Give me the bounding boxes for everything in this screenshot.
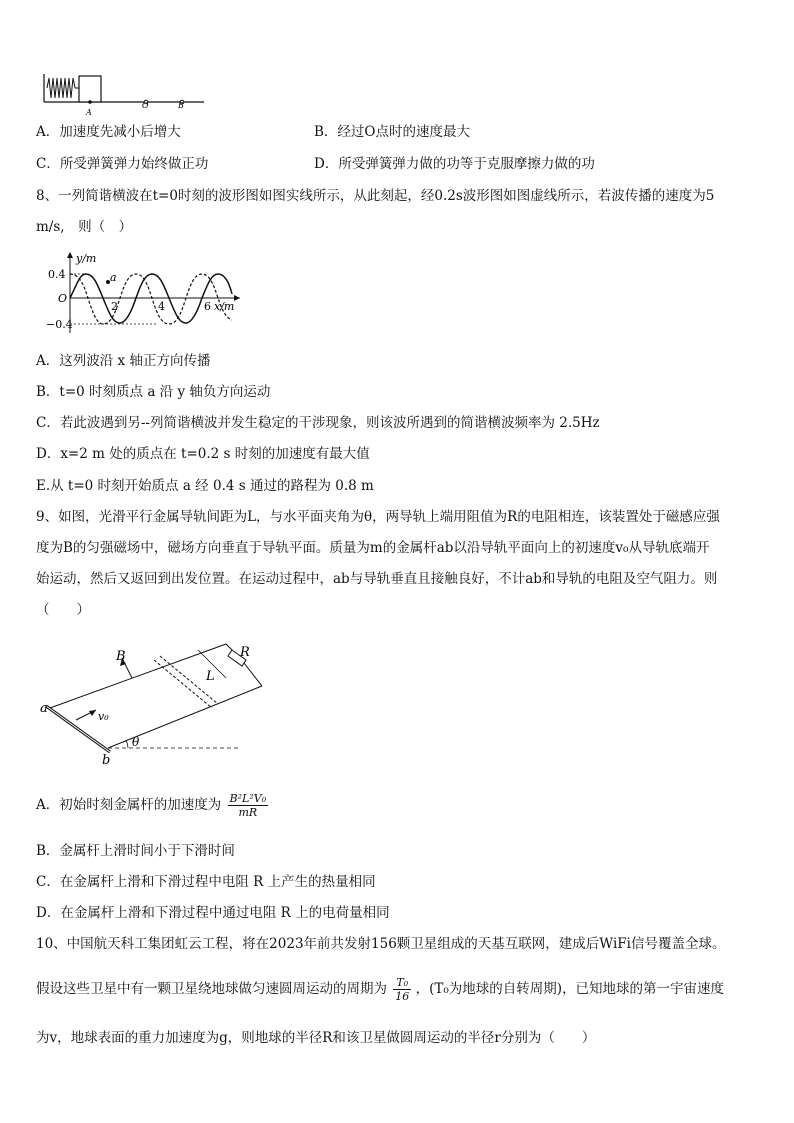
label-o: O [142,101,149,110]
q9-option-a-text: A．初始时刻金属杆的加速度为 [36,797,222,813]
q7-option-d: D．所受弹簧弹力做的功等于克服摩擦力做的功 [314,156,595,172]
spacing-label: L [206,669,215,684]
label-a: A [86,108,92,117]
q8-option-c: C．若此波遇到另--列简谐横波并发生稳定的干涉现象，则该波所遇到的简谐横波频率为 2.5Hz [36,415,600,431]
q10-stem-line2 [36,976,724,1003]
velocity-label: v₀ [98,710,109,723]
inclined-rails-figure [36,636,272,766]
q10-stem-line3: 为v，地球表面的重力加速度为g，则地球的半径R和该卫星做圆周运动的半径r分别为（ ） [36,1030,596,1046]
y-tick-pos: 0.4 [48,268,66,281]
q9-stem-line3: 始运动，然后又返回到出发位置。在运动过程中，ab与导轨垂直且接触良好，不计ab和导轨的电阻及空气阻力。则 [36,571,718,587]
q8-option-b: B．t=0 时刻质点 a 沿 y 轴负方向运动 [36,384,271,400]
q10-stem-line2-start: 假设这些卫星中有一颗卫星绕地球做匀速圆周运动的周期为 [36,981,387,997]
q10-period-fraction [393,976,411,1003]
q9-option-b: B．金属杆上滑时间小于下滑时间 [36,843,235,859]
q10-stem-line2-end: ，(T₀为地球的自转周期)，已知地球的第一宇宙速度 [415,981,725,997]
origin-label: O [58,292,68,305]
point-a-label: a [110,271,117,284]
q9-stem-line4: （ ） [36,602,90,618]
fraction-numerator: T₀ [393,976,411,990]
q8-stem-line2: m/s, 则（ ） [36,219,133,235]
q10-stem-line1: 10、中国航天科工集团虹云工程，将在2023年前共发射156颗卫星组成的天基互联网，建成后WiFi信号覆盖全球。 [36,936,726,952]
q9-option-a-fraction [228,792,269,819]
x-tick-6: 6 [204,300,211,313]
q7-option-a: A．加速度先减小后增大 [36,124,181,140]
q7-option-b: B．经过O点时的速度最大 [314,124,470,140]
y-axis-label: y/m [76,252,97,265]
q8-option-d: D．x=2 m 处的质点在 t=0.2 s 时刻的加速度有最大值 [36,446,370,462]
angle-label: θ [132,735,140,749]
q9-option-d: D．在金属杆上滑和下滑过程中通过电阻 R 上的电荷量相同 [36,905,390,921]
x-tick-4: 4 [158,300,165,313]
x-tick-2: 2 [111,300,118,313]
fraction-denominator: mR [238,806,258,819]
q8-option-a: A．这列波沿 x 轴正方向传播 [36,353,211,369]
resistor-label: R [240,645,250,660]
q9-option-a [36,792,268,819]
fraction-numerator: B²L²V₀ [229,792,267,805]
fraction-denominator: 16 [395,990,410,1003]
q9-stem-line2: 度为B的匀强磁场中，磁场方向垂直于导轨平面。质量为m的金属杆ab以沿导轨平面向上的初速度v₀从导轨底端开 [36,540,710,556]
rod-end-b: b [102,753,111,766]
x-axis-label: x/m [214,300,235,313]
q8-option-e: E.从 t=0 时刻开始质点 a 经 0.4 s 通过的路程为 0.8 m [36,478,374,494]
spring-block-figure [38,70,208,120]
q8-stem-line1: 8、一列简谐横波在t=0时刻的波形图如图实线所示，从此刻起，经0.2s波形图如图虚线所示，若波传播的速度为5 [36,188,715,204]
q9-option-c: C．在金属杆上滑和下滑过程中电阻 R 上产生的热量相同 [36,874,376,890]
field-label: B [116,649,126,664]
wave-graph [40,248,250,338]
rod-end-a: a [40,701,48,716]
q7-option-c: C．所受弹簧弹力始终做正功 [36,156,209,172]
y-tick-neg: −0.4 [46,318,73,331]
q9-stem-line1: 9、如图，光滑平行金属导轨间距为L，与水平面夹角为θ，两导轨上端用阻值为R的电阻相连，该装置处于磁感应强 [36,509,720,525]
label-b: B [178,101,184,110]
